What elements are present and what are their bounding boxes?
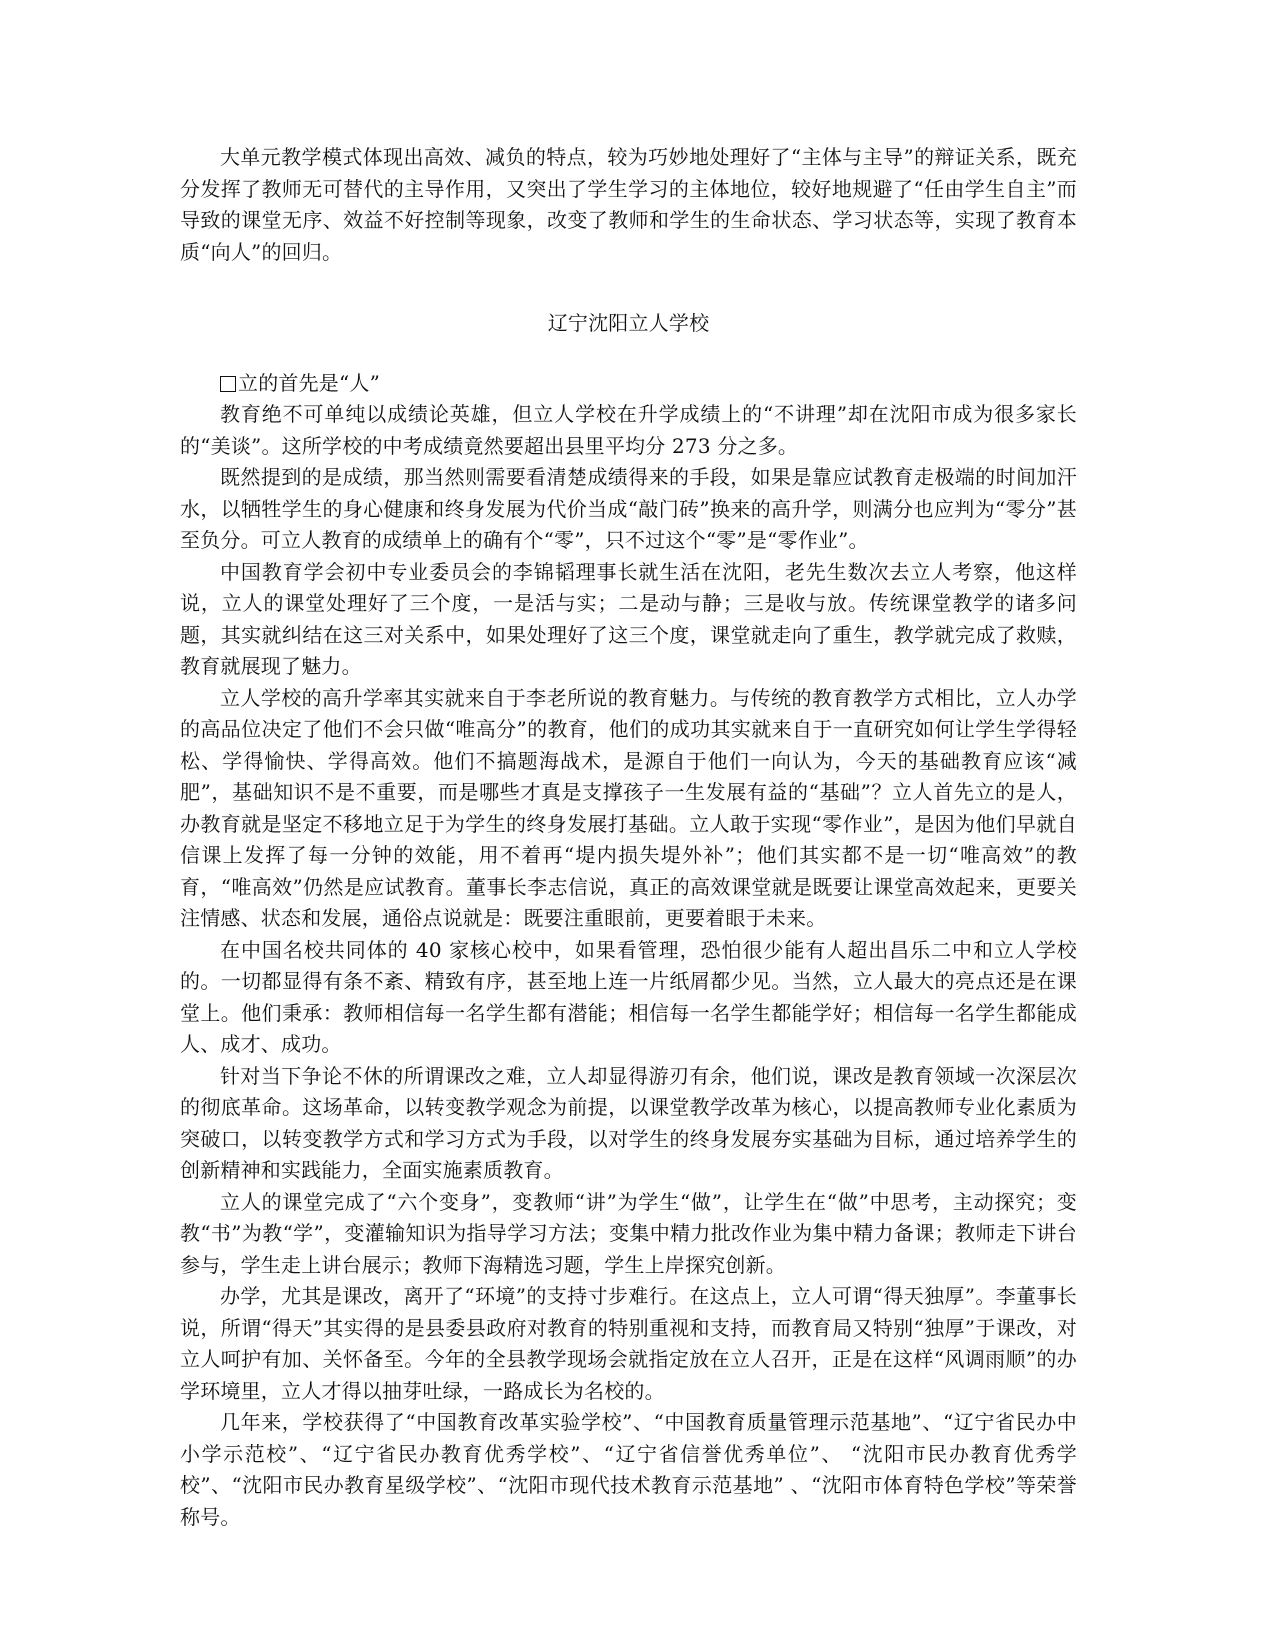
intro-paragraph: 大单元教学模式体现出高效、减负的特点，较为巧妙地处理好了“主体与主导”的辩证关系，既充分发挥了教师无可替代的主导作用，又突出了学生学习的主体地位，较好地规避了“任由学生自主”而导致的课堂无序、效益不好控制等现象，改变了教师和学生的生命状态、学习状态等，实现了教育本质“向人”的回归。 — [180, 145, 1077, 264]
body-paragraph: 既然提到的是成绩，那当然则需要看清楚成绩得来的手段，如果是靠应试教育走极端的时间加汗水，以牺牲学生的身心健康和终身发展为代价当成“敲门砖”换来的高升学，则满分也应判为“零分”甚至负分。可立人教育的成绩单上的确有个“零”，只不过这个“零”是“零作业”。 — [180, 465, 1077, 552]
body-paragraph: 在中国名校共同体的 40 家核心校中，如果看管理，恐怕很少能有人超出昌乐二中和立人学校的。一切都显得有条不紊、精致有序，甚至地上连一片纸屑都少见。当然，立人最大的亮点还是在课堂上。他们秉承：教师相信每一名学生都有潜能；相信每一名学生都能学好；相信每一名学生都能成人、成才、成功。 — [180, 937, 1077, 1056]
body-paragraph: 教育绝不可单纯以成绩论英雄，但立人学校在升学成绩上的“不讲理”却在沈阳市成为很多家长的“美谈”。这所学校的中考成绩竟然要超出县里平均分 273 分之多。 — [180, 402, 1077, 458]
subheading-text: 立的首先是“人” — [238, 370, 381, 395]
body-paragraph: 立人的课堂完成了“六个变身”，变教师“讲”为学生“做”，让学生在“做”中思考，主动探究；变教“书”为教“学”，变灌输知识为指导学习方法；变集中精力批改作业为集中精力备课；教师走下讲台参与，学生走上讲台展示；教师下海精选习题，学生上岸探究创新。 — [180, 1189, 1077, 1277]
section-title: 辽宁沈阳立人学校 — [547, 311, 710, 335]
body-paragraph: 办学，尤其是课改，离开了“环境”的支持寸步难行。在这点上，立人可谓“得天独厚”。李董事长说，所谓“得天”其实得的是县委县政府对教育的特别重视和支持，而教育局又特别“独厚”于课改，对立人呵护有加、关怀备至。今年的全县教学现场会就指定放在立人召开，正是在这样“风调雨顺”的办学环境里，立人才得以抽芽吐绿，一路成长为名校的。 — [180, 1284, 1077, 1403]
body-paragraph: 几年来，学校获得了“中国教育改革实验学校”、“中国教育质量管理示范基地”、“辽宁省民办中小学示范校”、“辽宁省民办教育优秀学校”、“辽宁省信誉优秀单位”、 “沈阳市民办教育优秀学校”、“沈阳市民办教育星级学校”、“沈阳市现代技术教育示范基地” 、“沈阳市体育特色学校”等荣誉称号。 — [180, 1410, 1077, 1529]
document-page — [180, 142, 1077, 1533]
subheading — [180, 368, 1077, 400]
body-paragraph: 针对当下争论不休的所谓课改之难，立人却显得游刃有余，他们说，课改是教育领域一次深层次的彻底革命。这场革命，以转变教学观念为前提，以课堂教学改革为核心，以提高教师专业化素质为突破口，以转变教学方式和学习方式为手段，以对学生的终身发展夯实基础为目标，通过培养学生的创新精神和实践能力，全面实施素质教育。 — [180, 1063, 1077, 1182]
body-paragraph: 立人学校的高升学率其实就来自于李老所说的教育魅力。与传统的教育教学方式相比，立人办学的高品位决定了他们不会只做“唯高分”的教育，他们的成功其实就来自于一直研究如何让学生学得轻松、学得愉快、学得高效。他们不搞题海战术，是源自于他们一向认为，今天的基础教育应该“减肥”，基础知识不是不重要，而是哪些才真是支撑孩子一生发展有益的“基础”？立人首先立的是人，办教育就是坚定不移地立足于为学生的终身发展打基础。立人敢于实现“零作业”，是因为他们早就自信课上发挥了每一分钟的效能，用不着再“堤内损失堤外补”；他们其实都不是一切“唯高效”的教育，“唯高效”仍然是应试教育。董事长李志信说，真正的高效课堂就是既要让课堂高效起来，更要关注情感、状态和发展，通俗点说就是：既要注重眼前，更要着眼于未来。 — [180, 685, 1077, 930]
body-paragraph: 中国教育学会初中专业委员会的李锦韬理事长就生活在沈阳，老先生数次去立人考察，他这样说，立人的课堂处理好了三个度，一是活与实；二是动与静；三是收与放。传统课堂教学的诸多问题，其实就纠结在这三对关系中，如果处理好了这三个度，课堂就走向了重生，教学就完成了救赎，教育就展现了魅力。 — [180, 559, 1077, 678]
checkbox-square-icon — [220, 376, 236, 392]
